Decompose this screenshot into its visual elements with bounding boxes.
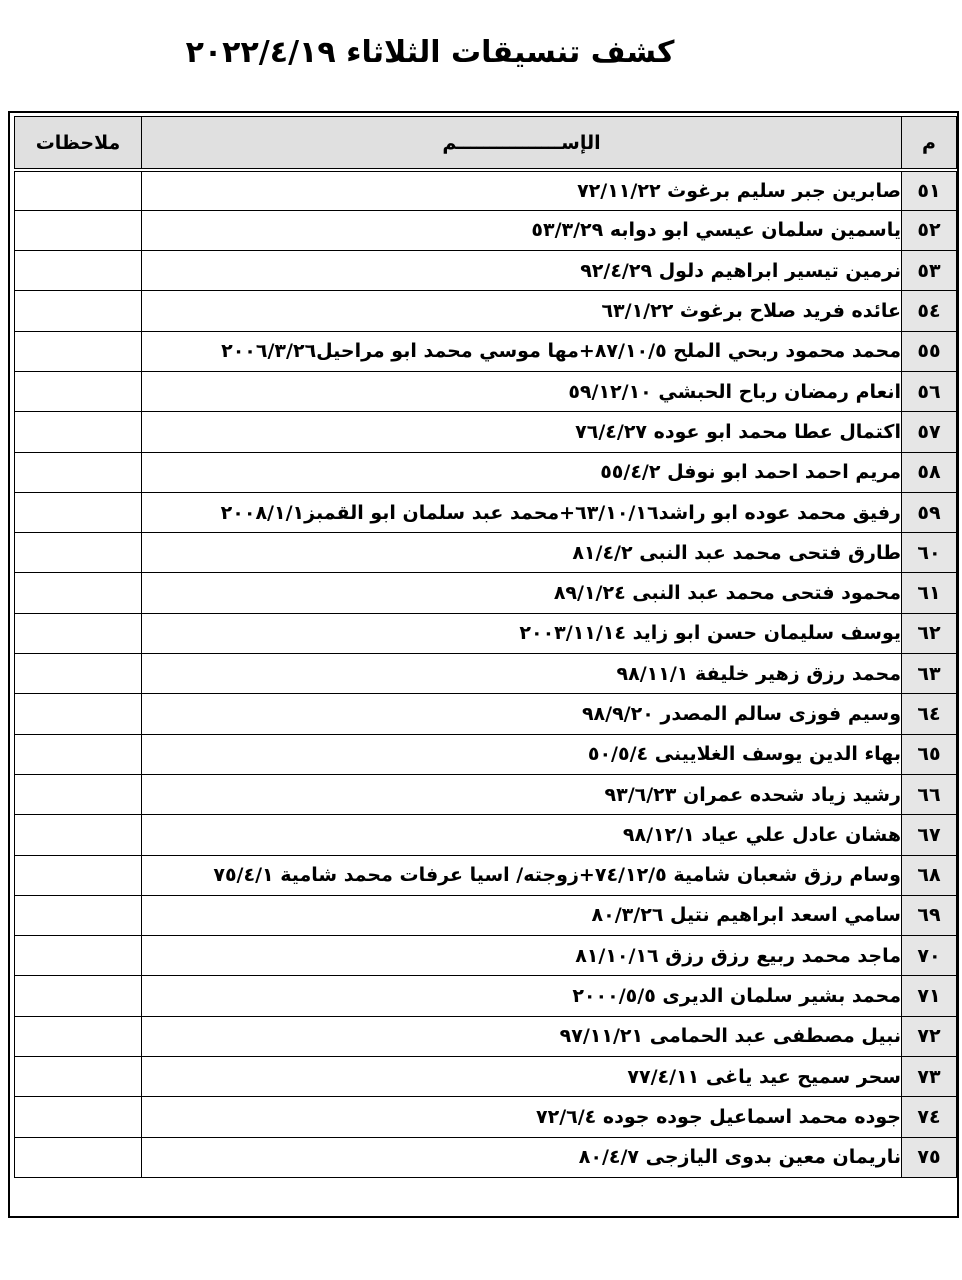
row-name: سحر سميح عيد ياغى ٧٧/٤/١١ — [142, 1057, 902, 1097]
row-notes — [15, 815, 142, 855]
page-title: كشف تنسيقات الثلاثاء ٢٠٢٢/٤/١٩ — [185, 35, 675, 70]
row-number: ٦٨ — [902, 855, 957, 895]
row-notes — [15, 1016, 142, 1056]
row-notes — [15, 613, 142, 653]
table-row — [15, 573, 957, 613]
row-name: طارق فتحى محمد عبد النبى ٨١/٤/٢ — [142, 533, 902, 573]
row-number: ٥٨ — [902, 452, 957, 492]
table-row — [15, 412, 957, 452]
header-num: م — [902, 117, 957, 171]
row-name: ماجد محمد ربيع رزق رزق ٨١/١٠/١٦ — [142, 936, 902, 976]
table-row — [15, 613, 957, 653]
row-number: ٧٤ — [902, 1097, 957, 1137]
table-row — [15, 895, 957, 935]
header-name: الإســــــــــــــــم — [142, 117, 902, 171]
row-notes — [15, 976, 142, 1016]
table-row — [15, 452, 957, 492]
table-row — [15, 291, 957, 331]
names-table — [14, 116, 957, 1178]
row-number: ٧٣ — [902, 1057, 957, 1097]
row-name: رشيد زياد شحده عمران ٩٣/٦/٢٣ — [142, 774, 902, 814]
table-row — [15, 251, 957, 291]
table-row — [15, 694, 957, 734]
table-row — [15, 734, 957, 774]
table-row — [15, 1097, 957, 1137]
row-notes — [15, 210, 142, 250]
table-row — [15, 774, 957, 814]
row-number: ٥٢ — [902, 210, 957, 250]
row-number: ٦٤ — [902, 694, 957, 734]
table-row — [15, 936, 957, 976]
row-name: اكتمال عطا محمد ابو عوده ٧٦/٤/٢٧ — [142, 412, 902, 452]
table-row — [15, 331, 957, 371]
row-number: ٧٢ — [902, 1016, 957, 1056]
row-notes — [15, 895, 142, 935]
row-number: ٥٣ — [902, 251, 957, 291]
row-name: محمد محمود ربحي الملح ٨٧/١٠/٥+مها موسي محمد ابو مراحيل٢٠٠٦/٣/٢٦ — [142, 331, 902, 371]
row-name: انعام رمضان رباح الحبشي ٥٩/١٢/١٠ — [142, 371, 902, 411]
table-row — [15, 855, 957, 895]
row-notes — [15, 1057, 142, 1097]
row-name: هشان عادل علي عياد ٩٨/١٢/١ — [142, 815, 902, 855]
row-notes — [15, 492, 142, 532]
row-notes — [15, 936, 142, 976]
row-name: وسام رزق شعبان شامية ٧٤/١٢/٥+زوجته/ اسيا عرفات محمد شامية ٧٥/٤/١ — [142, 855, 902, 895]
row-name: محمود فتحى محمد عبد النبى ٨٩/١/٢٤ — [142, 573, 902, 613]
row-notes — [15, 774, 142, 814]
row-number: ٥٩ — [902, 492, 957, 532]
row-notes — [15, 855, 142, 895]
row-name: مريم احمد احمد ابو نوفل ٥٥/٤/٢ — [142, 452, 902, 492]
row-number: ٦٩ — [902, 895, 957, 935]
row-number: ٧١ — [902, 976, 957, 1016]
row-notes — [15, 452, 142, 492]
row-notes — [15, 1097, 142, 1137]
row-name: سامي اسعد ابراهيم نتيل ٨٠/٣/٢٦ — [142, 895, 902, 935]
row-name: ناريمان معين بدوى اليازجى ٨٠/٤/٧ — [142, 1137, 902, 1177]
table-row — [15, 492, 957, 532]
table-header-row — [15, 117, 957, 171]
row-number: ٦٢ — [902, 613, 957, 653]
row-notes — [15, 694, 142, 734]
table-row — [15, 654, 957, 694]
table-body — [15, 170, 957, 1177]
row-name: رفيق محمد عوده ابو راشد٦٣/١٠/١٦+محمد عبد سلمان ابو القمبز٢٠٠٨/١/١ — [142, 492, 902, 532]
row-notes — [15, 734, 142, 774]
row-name: صابرين جبر سليم برغوث ٧٢/١١/٢٢ — [142, 170, 902, 210]
row-notes — [15, 291, 142, 331]
row-notes — [15, 331, 142, 371]
row-number: ٦٣ — [902, 654, 957, 694]
table-row — [15, 815, 957, 855]
row-number: ٦٥ — [902, 734, 957, 774]
row-notes — [15, 251, 142, 291]
row-number: ٥٥ — [902, 331, 957, 371]
row-name: جوده محمد اسماعيل جوده جوده ٧٢/٦/٤ — [142, 1097, 902, 1137]
table-row — [15, 210, 957, 250]
row-name: محمد بشير سلمان الديرى ٢٠٠٠/٥/٥ — [142, 976, 902, 1016]
table-row — [15, 533, 957, 573]
row-name: بهاء الدين يوسف الغلايينى ٥٠/٥/٤ — [142, 734, 902, 774]
table-row — [15, 1016, 957, 1056]
row-notes — [15, 1137, 142, 1177]
table-row — [15, 1057, 957, 1097]
row-notes — [15, 170, 142, 210]
table-row — [15, 170, 957, 210]
row-notes — [15, 371, 142, 411]
row-number: ٥٧ — [902, 412, 957, 452]
row-number: ٧٥ — [902, 1137, 957, 1177]
row-name: عائده فريد صلاح برغوث ٦٣/١/٢٢ — [142, 291, 902, 331]
table-row — [15, 1137, 957, 1177]
row-number: ٥١ — [902, 170, 957, 210]
row-name: نرمين تيسير ابراهيم دلول ٩٢/٤/٢٩ — [142, 251, 902, 291]
row-number: ٦٧ — [902, 815, 957, 855]
row-notes — [15, 654, 142, 694]
row-name: يوسف سليمان حسن ابو زايد ٢٠٠٣/١١/١٤ — [142, 613, 902, 653]
row-name: وسيم فوزى سالم المصدر ٩٨/٩/٢٠ — [142, 694, 902, 734]
row-notes — [15, 533, 142, 573]
header-notes: ملاحظات — [15, 117, 142, 171]
table-row — [15, 976, 957, 1016]
row-name: نبيل مصطفى عبد الحمامى ٩٧/١١/٢١ — [142, 1016, 902, 1056]
row-notes — [15, 412, 142, 452]
row-number: ٦٠ — [902, 533, 957, 573]
row-notes — [15, 573, 142, 613]
table-row — [15, 371, 957, 411]
row-name: ياسمين سلمان عيسي ابو دوابه ٥٣/٣/٢٩ — [142, 210, 902, 250]
row-number: ٥٤ — [902, 291, 957, 331]
row-number: ٥٦ — [902, 371, 957, 411]
row-number: ٦١ — [902, 573, 957, 613]
row-number: ٦٦ — [902, 774, 957, 814]
row-name: محمد رزق زهير خليفة ٩٨/١١/١ — [142, 654, 902, 694]
row-number: ٧٠ — [902, 936, 957, 976]
